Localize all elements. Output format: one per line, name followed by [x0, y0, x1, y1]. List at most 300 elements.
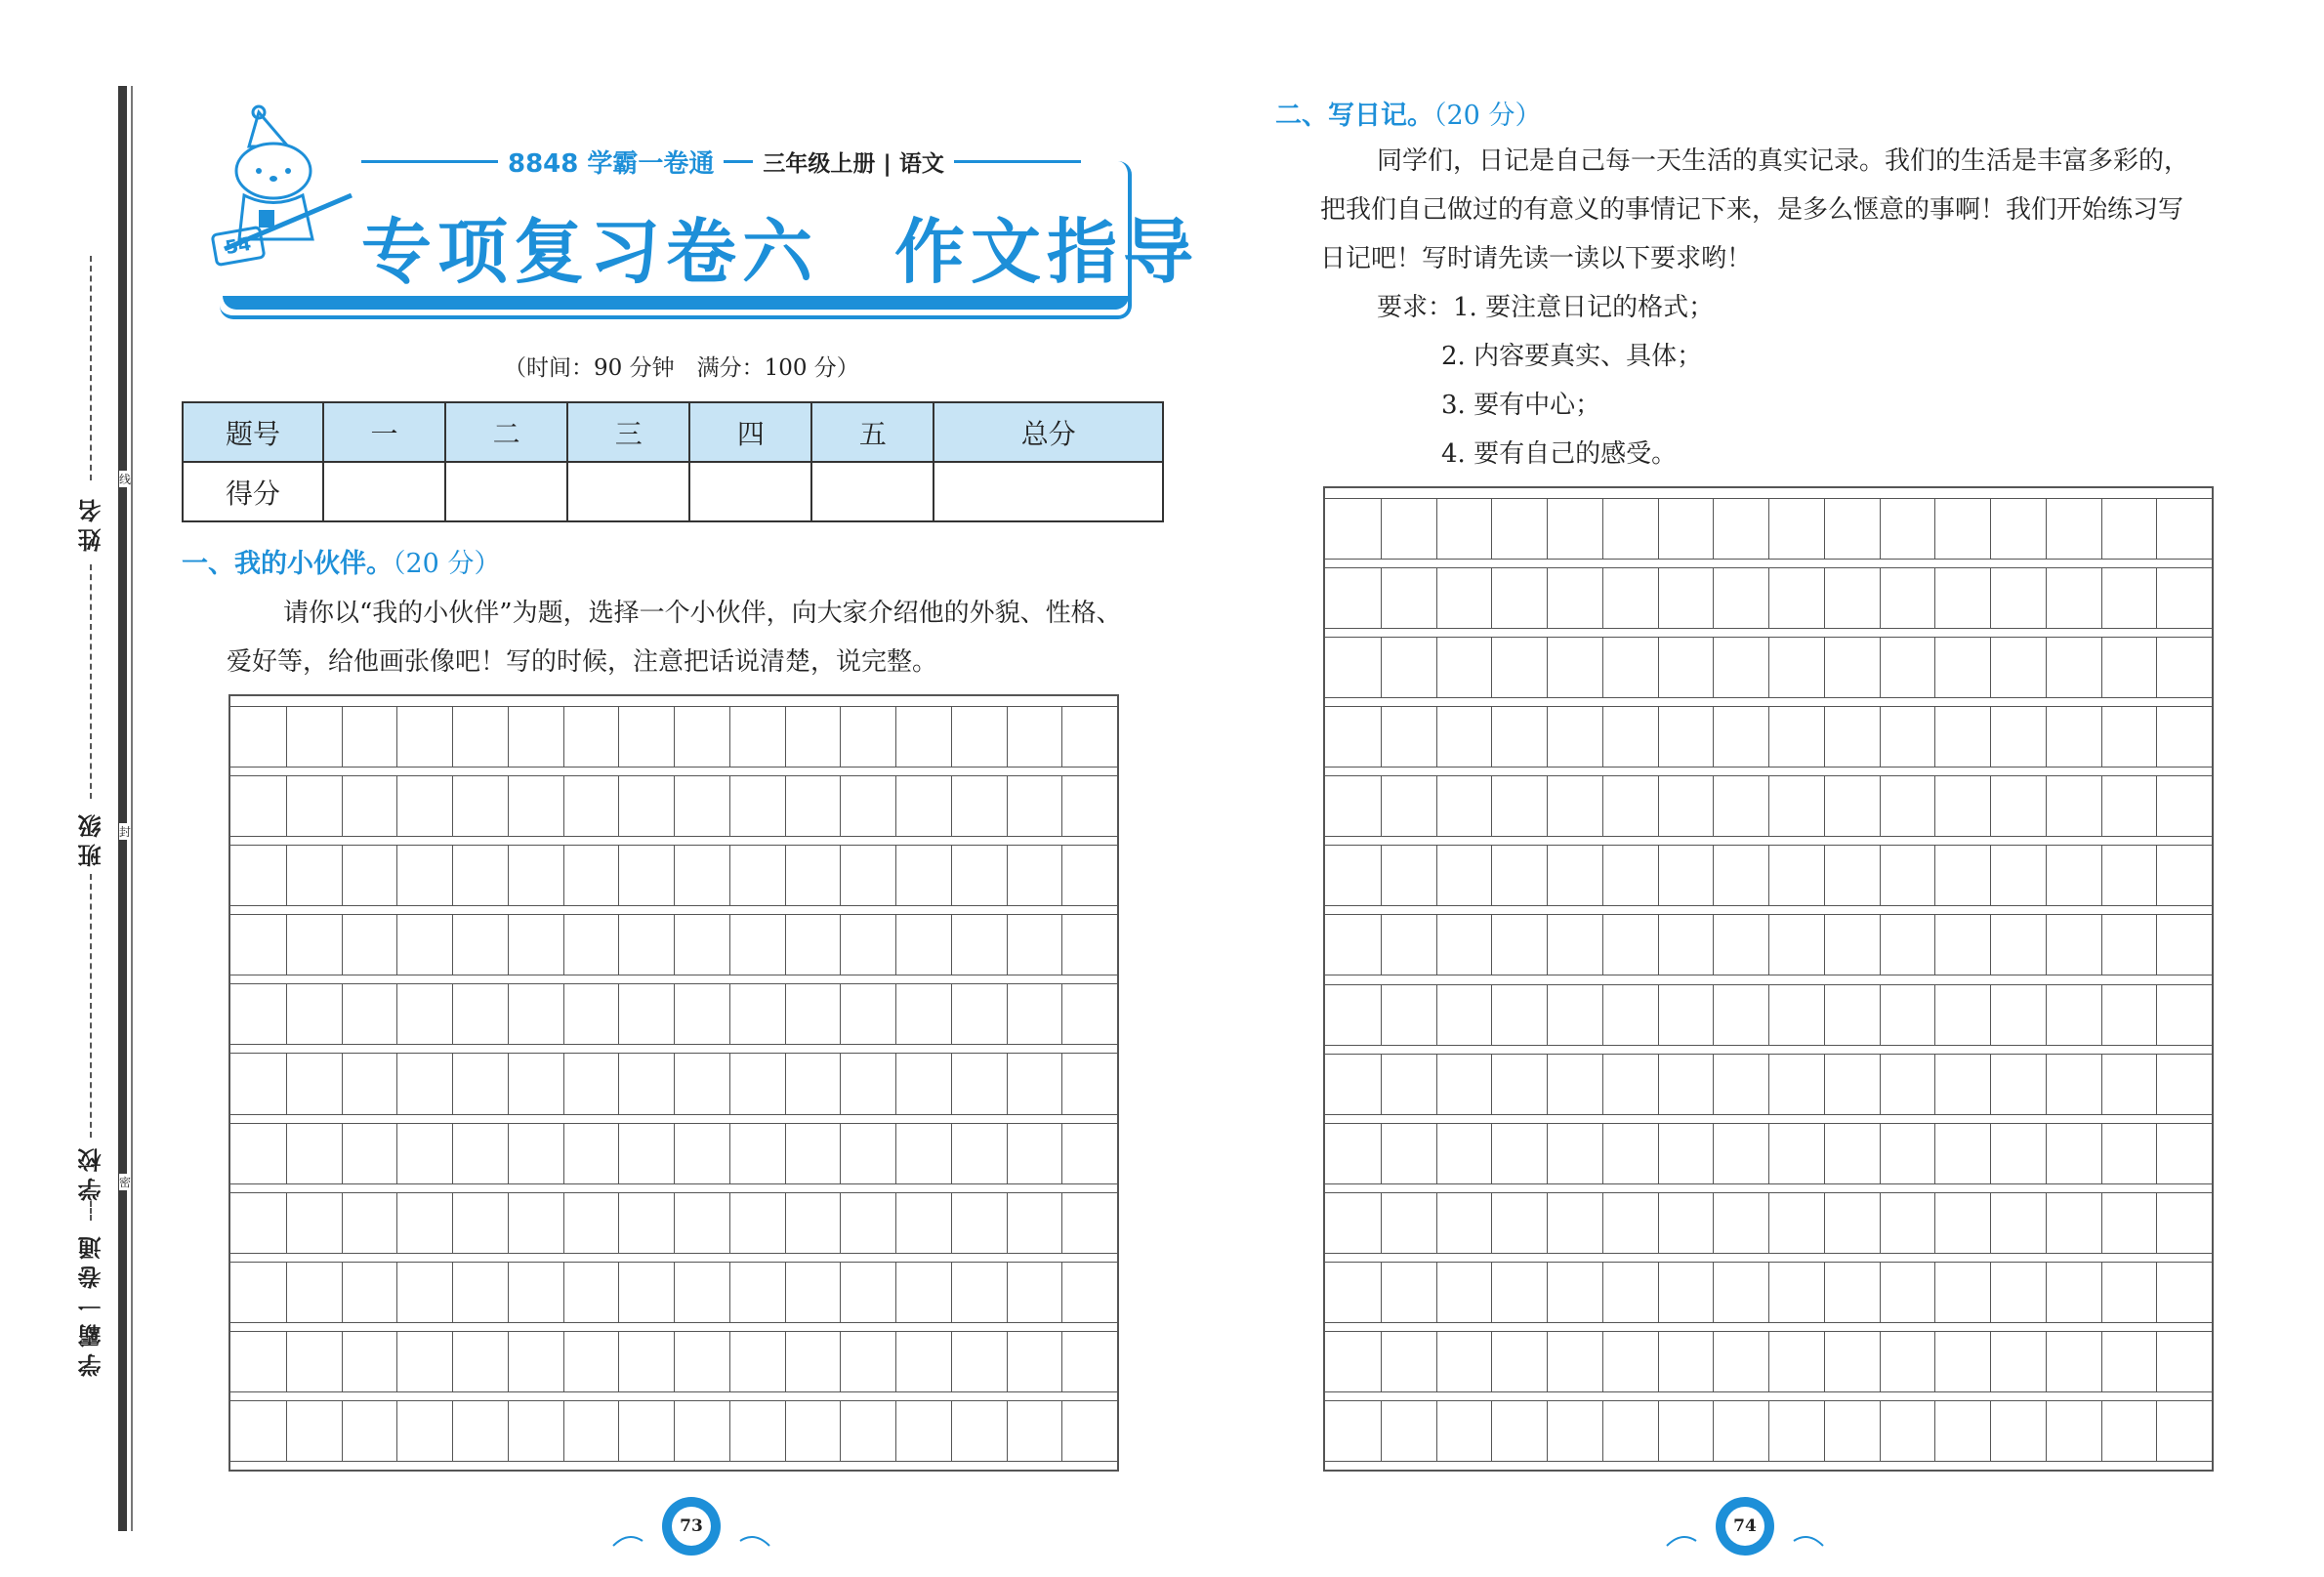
grid-cell-divider	[1061, 1054, 1062, 1113]
grid-cell-divider	[2046, 499, 2047, 559]
score-row-label: 得分	[183, 462, 323, 521]
grid-cell-divider	[674, 1193, 675, 1253]
grid-cell-divider	[618, 707, 619, 767]
grid-cell-divider	[1713, 1055, 1714, 1114]
grid-cell-divider	[1990, 915, 1991, 975]
grid-cell-divider	[1934, 568, 1935, 628]
score-header-cell: 三	[567, 402, 689, 462]
grid-cell-divider	[1547, 1124, 1548, 1183]
grid-cell-divider	[1934, 499, 1935, 559]
grid-cell-divider	[895, 984, 896, 1044]
grid-cell-divider	[342, 1263, 343, 1322]
grid-cell-divider	[1713, 499, 1714, 559]
grid-cell-divider	[563, 1332, 564, 1391]
grid-cell-divider	[1491, 568, 1492, 628]
grid-cell-divider	[1602, 846, 1603, 905]
section1-title: 一、我的小伙伴。	[182, 549, 393, 579]
grid-cell-divider	[1602, 568, 1603, 628]
page-title: 专项复习卷六 作文指导	[361, 211, 1200, 293]
grid-cell-divider	[396, 1124, 397, 1183]
grid-cell-divider	[618, 1263, 619, 1322]
score-header-cell: 题号	[183, 402, 323, 462]
grid-row[interactable]	[230, 1400, 1117, 1462]
grid-row[interactable]	[230, 845, 1117, 906]
grid-cell-divider	[840, 1401, 841, 1461]
grid-cell-divider	[840, 1332, 841, 1391]
grid-cell-divider	[342, 776, 343, 836]
grid-cell-divider	[951, 915, 952, 975]
grid-cell-divider	[563, 984, 564, 1044]
grid-cell-divider	[2156, 915, 2157, 975]
grid-cell-divider	[1491, 1401, 1492, 1461]
section1-heading	[182, 542, 500, 580]
grid-cell-divider	[452, 1124, 453, 1183]
grid-cell-divider	[1007, 846, 1008, 905]
score-header-cell: 一	[323, 402, 445, 462]
grid-cell-divider	[2046, 1263, 2047, 1322]
cut-mark-feng: 封	[119, 825, 132, 839]
time-info: （时间：90 分钟 满分：100 分）	[504, 355, 859, 381]
cut-mark-mi: 密	[119, 1176, 132, 1189]
grid-cell-divider	[1824, 915, 1825, 975]
grid-cell-divider	[951, 846, 952, 905]
grid-cell-divider	[1658, 499, 1659, 559]
grid-cell-divider	[618, 846, 619, 905]
grid-row[interactable]	[230, 983, 1117, 1045]
grid-cell-divider	[895, 1263, 896, 1322]
grid-cell-divider	[508, 707, 509, 767]
grid-cell-divider	[286, 915, 287, 975]
grid-cell-divider	[951, 1054, 952, 1113]
grid-cell-divider	[1824, 568, 1825, 628]
grid-cell-divider	[563, 776, 564, 836]
grid-cell-divider	[1547, 1055, 1548, 1114]
grid-cell-divider	[1061, 1193, 1062, 1253]
grid-cell-divider	[2046, 1055, 2047, 1114]
grid-row[interactable]	[230, 1123, 1117, 1184]
title-underline	[223, 296, 1129, 310]
grid-cell-divider	[729, 846, 730, 905]
grid-cell-divider	[1713, 985, 1714, 1045]
grid-cell-divider	[785, 1124, 786, 1183]
score-cell[interactable]	[445, 462, 567, 521]
grid-cell-divider	[1602, 1124, 1603, 1183]
grid-cell-divider	[1436, 776, 1437, 836]
grid-cell-divider	[396, 707, 397, 767]
grid-cell-divider	[2101, 499, 2102, 559]
grid-row[interactable]	[1325, 706, 2212, 768]
grid-cell-divider	[1713, 776, 1714, 836]
grid-cell-divider	[674, 846, 675, 905]
grid-cell-divider	[1381, 499, 1382, 559]
grid-cell-divider	[1061, 1263, 1062, 1322]
grid-cell-divider	[1436, 1332, 1437, 1391]
grid-cell-divider	[452, 1332, 453, 1391]
grid-cell-divider	[342, 1193, 343, 1253]
grid-cell-divider	[895, 1054, 896, 1113]
class-label: 班级	[78, 809, 105, 867]
grid-cell-divider	[674, 984, 675, 1044]
grid-cell-divider	[1436, 1263, 1437, 1322]
grid-cell-divider	[1768, 707, 1769, 767]
grid-cell-divider	[508, 915, 509, 975]
score-cell[interactable]	[811, 462, 934, 521]
grid-row[interactable]	[1325, 845, 2212, 906]
grid-cell-divider	[1007, 1332, 1008, 1391]
grid-cell-divider	[1602, 638, 1603, 697]
grid-cell-divider	[618, 776, 619, 836]
grid-cell-divider	[1824, 985, 1825, 1045]
grid-cell-divider	[1824, 1263, 1825, 1322]
grid-row[interactable]	[230, 1262, 1117, 1323]
grid-cell-divider	[2156, 638, 2157, 697]
grid-cell-divider	[1436, 499, 1437, 559]
grid-cell-divider	[1990, 568, 1991, 628]
grid-cell-divider	[1061, 776, 1062, 836]
grid-cell-divider	[396, 1263, 397, 1322]
grid-cell-divider	[1007, 1401, 1008, 1461]
grid-cell-divider	[1934, 638, 1935, 697]
grid-cell-divider	[895, 915, 896, 975]
grid-cell-divider	[563, 1193, 564, 1253]
grid-cell-divider	[1768, 1263, 1769, 1322]
grid-cell-divider	[1381, 1401, 1382, 1461]
grid-cell-divider	[2046, 638, 2047, 697]
grid-cell-divider	[1990, 1055, 1991, 1114]
grid-cell-divider	[1602, 1263, 1603, 1322]
grid-cell-divider	[785, 915, 786, 975]
brand-label: 学霸一卷通	[78, 1230, 105, 1377]
score-header-cell: 总分	[934, 402, 1163, 462]
score-cell[interactable]	[323, 462, 445, 521]
grid-cell-divider	[1713, 1124, 1714, 1183]
grid-cell-divider	[1768, 1124, 1769, 1183]
grid-cell-divider	[2101, 1401, 2102, 1461]
grid-cell-divider	[729, 1401, 730, 1461]
score-cell[interactable]	[934, 462, 1163, 521]
grid-cell-divider	[452, 1263, 453, 1322]
grid-cell-divider	[452, 1054, 453, 1113]
grid-cell-divider	[2156, 776, 2157, 836]
grid-cell-divider	[785, 984, 786, 1044]
grid-cell-divider	[1713, 915, 1714, 975]
grid-cell-divider	[951, 1193, 952, 1253]
grid-cell-divider	[2101, 1055, 2102, 1114]
grid-cell-divider	[1491, 638, 1492, 697]
score-header-cell: 二	[445, 402, 567, 462]
grid-cell-divider	[1381, 1055, 1382, 1114]
grid-cell-divider	[1658, 638, 1659, 697]
grid-cell-divider	[1602, 1332, 1603, 1391]
grid-cell-divider	[895, 776, 896, 836]
grid-cell-divider	[1713, 846, 1714, 905]
grid-cell-divider	[452, 1193, 453, 1253]
grid-cell-divider	[2101, 1263, 2102, 1322]
grid-cell-divider	[1880, 568, 1881, 628]
grid-cell-divider	[1658, 568, 1659, 628]
grid-cell-divider	[1658, 707, 1659, 767]
grid-cell-divider	[1880, 1124, 1881, 1183]
grid-cell-divider	[1007, 1054, 1008, 1113]
grid-cell-divider	[1658, 1332, 1659, 1391]
grid-cell-divider	[1061, 984, 1062, 1044]
grid-cell-divider	[1602, 915, 1603, 975]
grid-cell-divider	[1990, 985, 1991, 1045]
grid-cell-divider	[1436, 985, 1437, 1045]
grid-cell-divider	[1007, 1193, 1008, 1253]
grid-cell-divider	[1990, 1401, 1991, 1461]
grid-cell-divider	[895, 1193, 896, 1253]
grid-cell-divider	[1768, 1055, 1769, 1114]
grid-cell-divider	[1436, 1124, 1437, 1183]
grid-row[interactable]	[1325, 1331, 2212, 1392]
grid-cell-divider	[1824, 499, 1825, 559]
grid-cell-divider	[674, 1401, 675, 1461]
grid-row[interactable]	[1325, 498, 2212, 560]
grid-cell-divider	[1768, 776, 1769, 836]
grid-cell-divider	[1934, 776, 1935, 836]
grid-cell-divider	[1990, 707, 1991, 767]
page-badge: 54	[210, 226, 266, 268]
grid-cell-divider	[342, 984, 343, 1044]
grid-row[interactable]	[230, 1331, 1117, 1392]
grid-cell-divider	[618, 1332, 619, 1391]
grid-cell-divider	[1768, 985, 1769, 1045]
name-label: 姓名	[78, 493, 105, 552]
grid-cell-divider	[1713, 1193, 1714, 1253]
grid-row[interactable]	[1325, 914, 2212, 975]
grid-cell-divider	[1007, 915, 1008, 975]
score-table	[182, 401, 1164, 522]
grid-cell-divider	[342, 1401, 343, 1461]
grid-cell-divider	[2101, 1332, 2102, 1391]
grid-cell-divider	[1491, 915, 1492, 975]
binding-line	[131, 86, 133, 1531]
grid-cell-divider	[785, 846, 786, 905]
grid-cell-divider	[1436, 638, 1437, 697]
section2-line1: 同学们，日记是自己每一天生活的真实记录。我们的生活是丰富多彩的，	[1377, 146, 2190, 176]
grid-cell-divider	[286, 846, 287, 905]
grid-cell-divider	[286, 707, 287, 767]
grid-cell-divider	[1547, 1263, 1548, 1322]
score-header-cell: 四	[689, 402, 811, 462]
grid-cell-divider	[2156, 1401, 2157, 1461]
grid-cell-divider	[1880, 1401, 1881, 1461]
grid-cell-divider	[1824, 1332, 1825, 1391]
grid-cell-divider	[1768, 915, 1769, 975]
grid-cell-divider	[1547, 707, 1548, 767]
grid-cell-divider	[1768, 1193, 1769, 1253]
grid-cell-divider	[1768, 846, 1769, 905]
grid-cell-divider	[1880, 1193, 1881, 1253]
grid-cell-divider	[1007, 1124, 1008, 1183]
grid-cell-divider	[396, 984, 397, 1044]
grid-cell-divider	[840, 915, 841, 975]
grid-cell-divider	[2156, 1193, 2157, 1253]
grid-cell-divider	[1547, 846, 1548, 905]
grid-cell-divider	[396, 1193, 397, 1253]
grid-cell-divider	[2046, 1124, 2047, 1183]
grid-cell-divider	[1768, 499, 1769, 559]
grid-row[interactable]	[1325, 1192, 2212, 1254]
grid-cell-divider	[1436, 707, 1437, 767]
grid-cell-divider	[2101, 1124, 2102, 1183]
grid-cell-divider	[1824, 1401, 1825, 1461]
grid-cell-divider	[396, 1054, 397, 1113]
grid-cell-divider	[1381, 985, 1382, 1045]
grid-cell-divider	[286, 1263, 287, 1322]
page-number-right-text: 74	[1733, 1516, 1757, 1536]
grid-cell-divider	[951, 1124, 952, 1183]
grid-cell-divider	[2156, 707, 2157, 767]
grid-cell-divider	[674, 1332, 675, 1391]
grid-cell-divider	[2046, 985, 2047, 1045]
grid-cell-divider	[2156, 1055, 2157, 1114]
grid-cell-divider	[452, 707, 453, 767]
grid-cell-divider	[2046, 707, 2047, 767]
grid-cell-divider	[508, 846, 509, 905]
brand-name: 8848 学霸一卷通	[508, 148, 715, 179]
grid-cell-divider	[951, 776, 952, 836]
grid-row[interactable]	[230, 1053, 1117, 1114]
grid-cell-divider	[1658, 846, 1659, 905]
grid-cell-divider	[452, 1401, 453, 1461]
grid-cell-divider	[508, 1124, 509, 1183]
grid-cell-divider	[1491, 776, 1492, 836]
grid-cell-divider	[674, 1263, 675, 1322]
grid-cell-divider	[1602, 1193, 1603, 1253]
grid-cell-divider	[840, 1054, 841, 1113]
grid-cell-divider	[563, 1124, 564, 1183]
grid-cell-divider	[618, 1054, 619, 1113]
grid-cell-divider	[2156, 1263, 2157, 1322]
grid-cell-divider	[396, 1401, 397, 1461]
grid-cell-divider	[1658, 1263, 1659, 1322]
grid-cell-divider	[452, 984, 453, 1044]
grid-cell-divider	[1658, 1124, 1659, 1183]
grid-row[interactable]	[1325, 1400, 2212, 1462]
grid-cell-divider	[895, 1332, 896, 1391]
grid-cell-divider	[1713, 707, 1714, 767]
binding-bar	[118, 86, 127, 1531]
grid-cell-divider	[452, 846, 453, 905]
grid-row[interactable]	[1325, 984, 2212, 1046]
grid-cell-divider	[1880, 776, 1881, 836]
grid-cell-divider	[1547, 776, 1548, 836]
grid-cell-divider	[785, 707, 786, 767]
grid-cell-divider	[1990, 1193, 1991, 1253]
grid-row[interactable]	[1325, 1123, 2212, 1184]
grid-cell-divider	[674, 776, 675, 836]
grid-row[interactable]	[230, 914, 1117, 975]
grid-cell-divider	[1934, 985, 1935, 1045]
grid-row[interactable]	[1325, 567, 2212, 629]
writing-grid-right[interactable]	[1323, 486, 2214, 1472]
grid-cell-divider	[563, 846, 564, 905]
grid-cell-divider	[1436, 568, 1437, 628]
grid-cell-divider	[951, 1401, 952, 1461]
grid-cell-divider	[1990, 638, 1991, 697]
grid-cell-divider	[951, 1263, 952, 1322]
grid-cell-divider	[2101, 568, 2102, 628]
grid-cell-divider	[1768, 568, 1769, 628]
grid-cell-divider	[1990, 1124, 1991, 1183]
grid-cell-divider	[1547, 915, 1548, 975]
grid-cell-divider	[508, 1054, 509, 1113]
page-number-right	[1713, 1494, 1777, 1558]
grid-cell-divider	[1436, 1401, 1437, 1461]
grid-cell-divider	[1491, 1332, 1492, 1391]
grid-row[interactable]	[1325, 775, 2212, 837]
grid-cell-divider	[1990, 846, 1991, 905]
grid-cell-divider	[674, 707, 675, 767]
grid-row[interactable]	[230, 775, 1117, 837]
grid-cell-divider	[1381, 638, 1382, 697]
grid-row[interactable]	[1325, 637, 2212, 698]
grid-cell-divider	[1934, 915, 1935, 975]
grid-cell-divider	[508, 1193, 509, 1253]
grid-row[interactable]	[230, 706, 1117, 768]
grid-cell-divider	[1007, 984, 1008, 1044]
grid-cell-divider	[674, 1124, 675, 1183]
grid-cell-divider	[2101, 1193, 2102, 1253]
grid-cell-divider	[1934, 1055, 1935, 1114]
grid-cell-divider	[785, 1401, 786, 1461]
grid-cell-divider	[618, 915, 619, 975]
grid-cell-divider	[1547, 1401, 1548, 1461]
section2-heading	[1275, 94, 1541, 132]
grid-cell-divider	[1934, 707, 1935, 767]
grid-cell-divider	[729, 915, 730, 975]
grid-cell-divider	[1436, 1055, 1437, 1114]
grid-cell-divider	[1381, 915, 1382, 975]
grid-cell-divider	[951, 1332, 952, 1391]
grid-cell-divider	[840, 1263, 841, 1322]
grid-cell-divider	[2046, 846, 2047, 905]
score-cell[interactable]	[567, 462, 689, 521]
grid-row[interactable]	[1325, 1054, 2212, 1115]
grid-cell-divider	[286, 984, 287, 1044]
grid-cell-divider	[1491, 1193, 1492, 1253]
grid-cell-divider	[508, 776, 509, 836]
grid-cell-divider	[618, 1193, 619, 1253]
grid-cell-divider	[452, 915, 453, 975]
grid-cell-divider	[2156, 846, 2157, 905]
grid-cell-divider	[1824, 707, 1825, 767]
grid-cell-divider	[1934, 1401, 1935, 1461]
grid-cell-divider	[286, 1193, 287, 1253]
grid-cell-divider	[286, 1332, 287, 1391]
grid-cell-divider	[785, 1193, 786, 1253]
grid-cell-divider	[1658, 985, 1659, 1045]
grid-cell-divider	[1381, 1332, 1382, 1391]
cut-mark-xian: 线	[119, 473, 132, 486]
grid-cell-divider	[674, 915, 675, 975]
grid-cell-divider	[1658, 1055, 1659, 1114]
writing-grid-left[interactable]	[228, 694, 1119, 1472]
grid-row[interactable]	[230, 1192, 1117, 1254]
grid-cell-divider	[1381, 776, 1382, 836]
grid-cell-divider	[2156, 1124, 2157, 1183]
grid-cell-divider	[1658, 1401, 1659, 1461]
grid-cell-divider	[1658, 776, 1659, 836]
grid-cell-divider	[785, 1054, 786, 1113]
grid-cell-divider	[1602, 707, 1603, 767]
grid-cell-divider	[729, 1193, 730, 1253]
grid-row[interactable]	[1325, 1262, 2212, 1323]
section2-title: 二、写日记。	[1275, 101, 1433, 131]
score-cell[interactable]	[689, 462, 811, 521]
